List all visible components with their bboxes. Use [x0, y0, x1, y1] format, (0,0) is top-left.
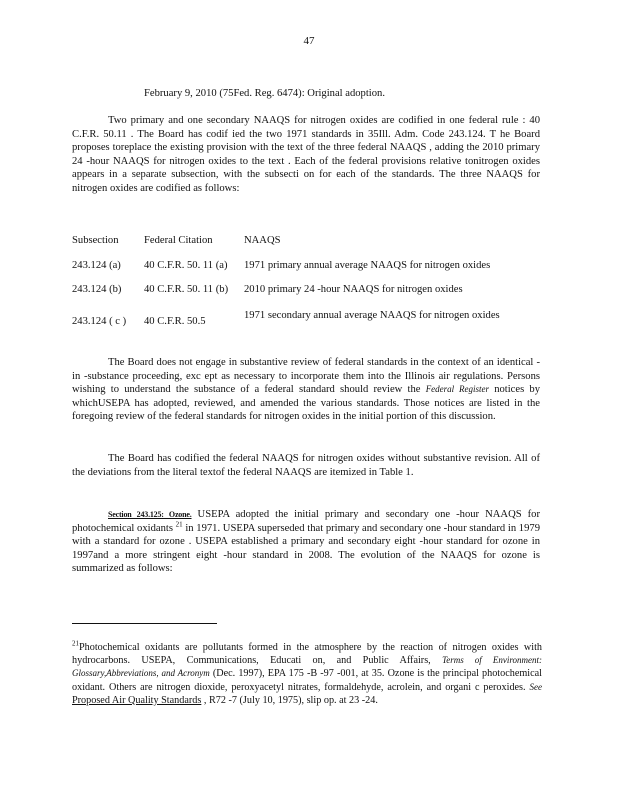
footnote-text-2: (Dec. 1997), EPA 175 -B -97 -001, at 35. Ozone is the principal photochemical oxidant. Others are nitrogen dioxide, peroxyacetyl nitrates, formaldehyde, acrolein, and organi c peroxides.: [72, 668, 542, 693]
cell-subsection: 243.124 ( c ): [72, 316, 127, 327]
para4-text-2: in 1971. USEPA superseded that primary and secondary one -hour standard in 1979 with a standard for ozone . USEPA established a primary and secondary eight -hour standard for ozone in 1997and a more stringent eight -hour standard in 2008. The evolution of the NAAQS for ozone is summarized as follows:: [72, 522, 540, 575]
footnote-underlined-title: Proposed Air Quality Standards: [72, 694, 202, 706]
footnote-separator: [72, 623, 217, 624]
section-heading: Section 243.125: Ozone.: [108, 510, 192, 519]
cell-citation: 40 C.F.R. 50.5: [144, 316, 206, 327]
para4-text-1: USEPA adopted the initial primary and secondary one -hour NAAQS for photochemical oxidants: [72, 509, 540, 534]
paragraph-naaqs-nitrogen-oxides: Two primary and one secondary NAAQS for nitrogen oxides are codified in one federal rule : 40 C.F.R. 50.11 . The Board has codif ied the two 1971 standards in 35Ill. Adm. Code 243.124. T he Board proposes toreplace the existing provision with the text of the three federal NAAQS , adding the 2010 primary 24 -hour NAAQS for nitrogen oxides to the text . Each of the federal provisions relative tonitrogen oxides appears in a separate subsection, with the subsecti on for each of the standards. The three NAAQS for nitrogen oxides are codified as follows:: [72, 115, 540, 194]
para2-text-before: The Board does not engage in substantive review of federal standards in the context of an identical -in -substance proceeding, exc ept as necessary to incorporate them into the Illinois air regulations. Persons wishing to understand the substance of a federal standard should review the: [72, 357, 540, 396]
header-federal-citation: Federal Citation: [144, 235, 213, 246]
header-subsection: Subsection: [72, 235, 119, 246]
adoption-line: February 9, 2010 (75Fed. Reg. 6474): Original adoption.: [144, 88, 385, 99]
footnote-number: 21: [72, 639, 79, 648]
footnote-italic-title: Terms of Environment: Glossary,Abbreviations, and Acronym: [72, 655, 542, 679]
footnote-text-3: , R72 -7 (July 10, 1975), slip op. at 23 -24.: [201, 694, 378, 706]
page-number: 47: [303, 35, 315, 47]
paragraph-codified: The Board has codified the federal NAAQS for nitrogen oxides without substantive revision. All of the deviations from the literal textof the federal NAAQS are itemized in Table 1.: [72, 453, 540, 478]
footnote-reference[interactable]: 21: [175, 520, 183, 529]
cell-naaqs: 2010 primary 24 -hour NAAQS for nitrogen oxides: [244, 284, 463, 295]
paragraph-ozone-section: [72, 508, 540, 576]
footnote: [72, 641, 542, 707]
footnote-text-1: Photochemical oxidants are pollutants formed in the atmosphere by the reaction of nitrogen oxides with hydrocarbons. USEPA, Communications, Educati on, and Public Affairs,: [72, 642, 542, 667]
cell-naaqs: 1971 secondary annual average NAAQS for nitrogen oxides: [244, 310, 500, 321]
header-naaqs: NAAQS: [244, 235, 281, 246]
paragraph-board-review: [72, 356, 540, 424]
para2-text-after: notices by whichUSEPA has adopted, reviewed, and amended the various standards. Those notices are listed in the foregoing review of the federal standards for nitrogen oxides in the initial portion of this discussion.: [72, 384, 540, 423]
cell-citation: 40 C.F.R. 50. 11 (a): [144, 260, 228, 271]
cell-naaqs: 1971 primary annual average NAAQS for nitrogen oxides: [244, 260, 491, 271]
footnote-see: See: [529, 681, 542, 692]
federal-register-italic: Federal Register: [425, 384, 489, 395]
cell-subsection: 243.124 (a): [72, 260, 121, 271]
cell-citation: 40 C.F.R. 50. 11 (b): [144, 284, 229, 295]
cell-subsection: 243.124 (b): [72, 284, 122, 295]
